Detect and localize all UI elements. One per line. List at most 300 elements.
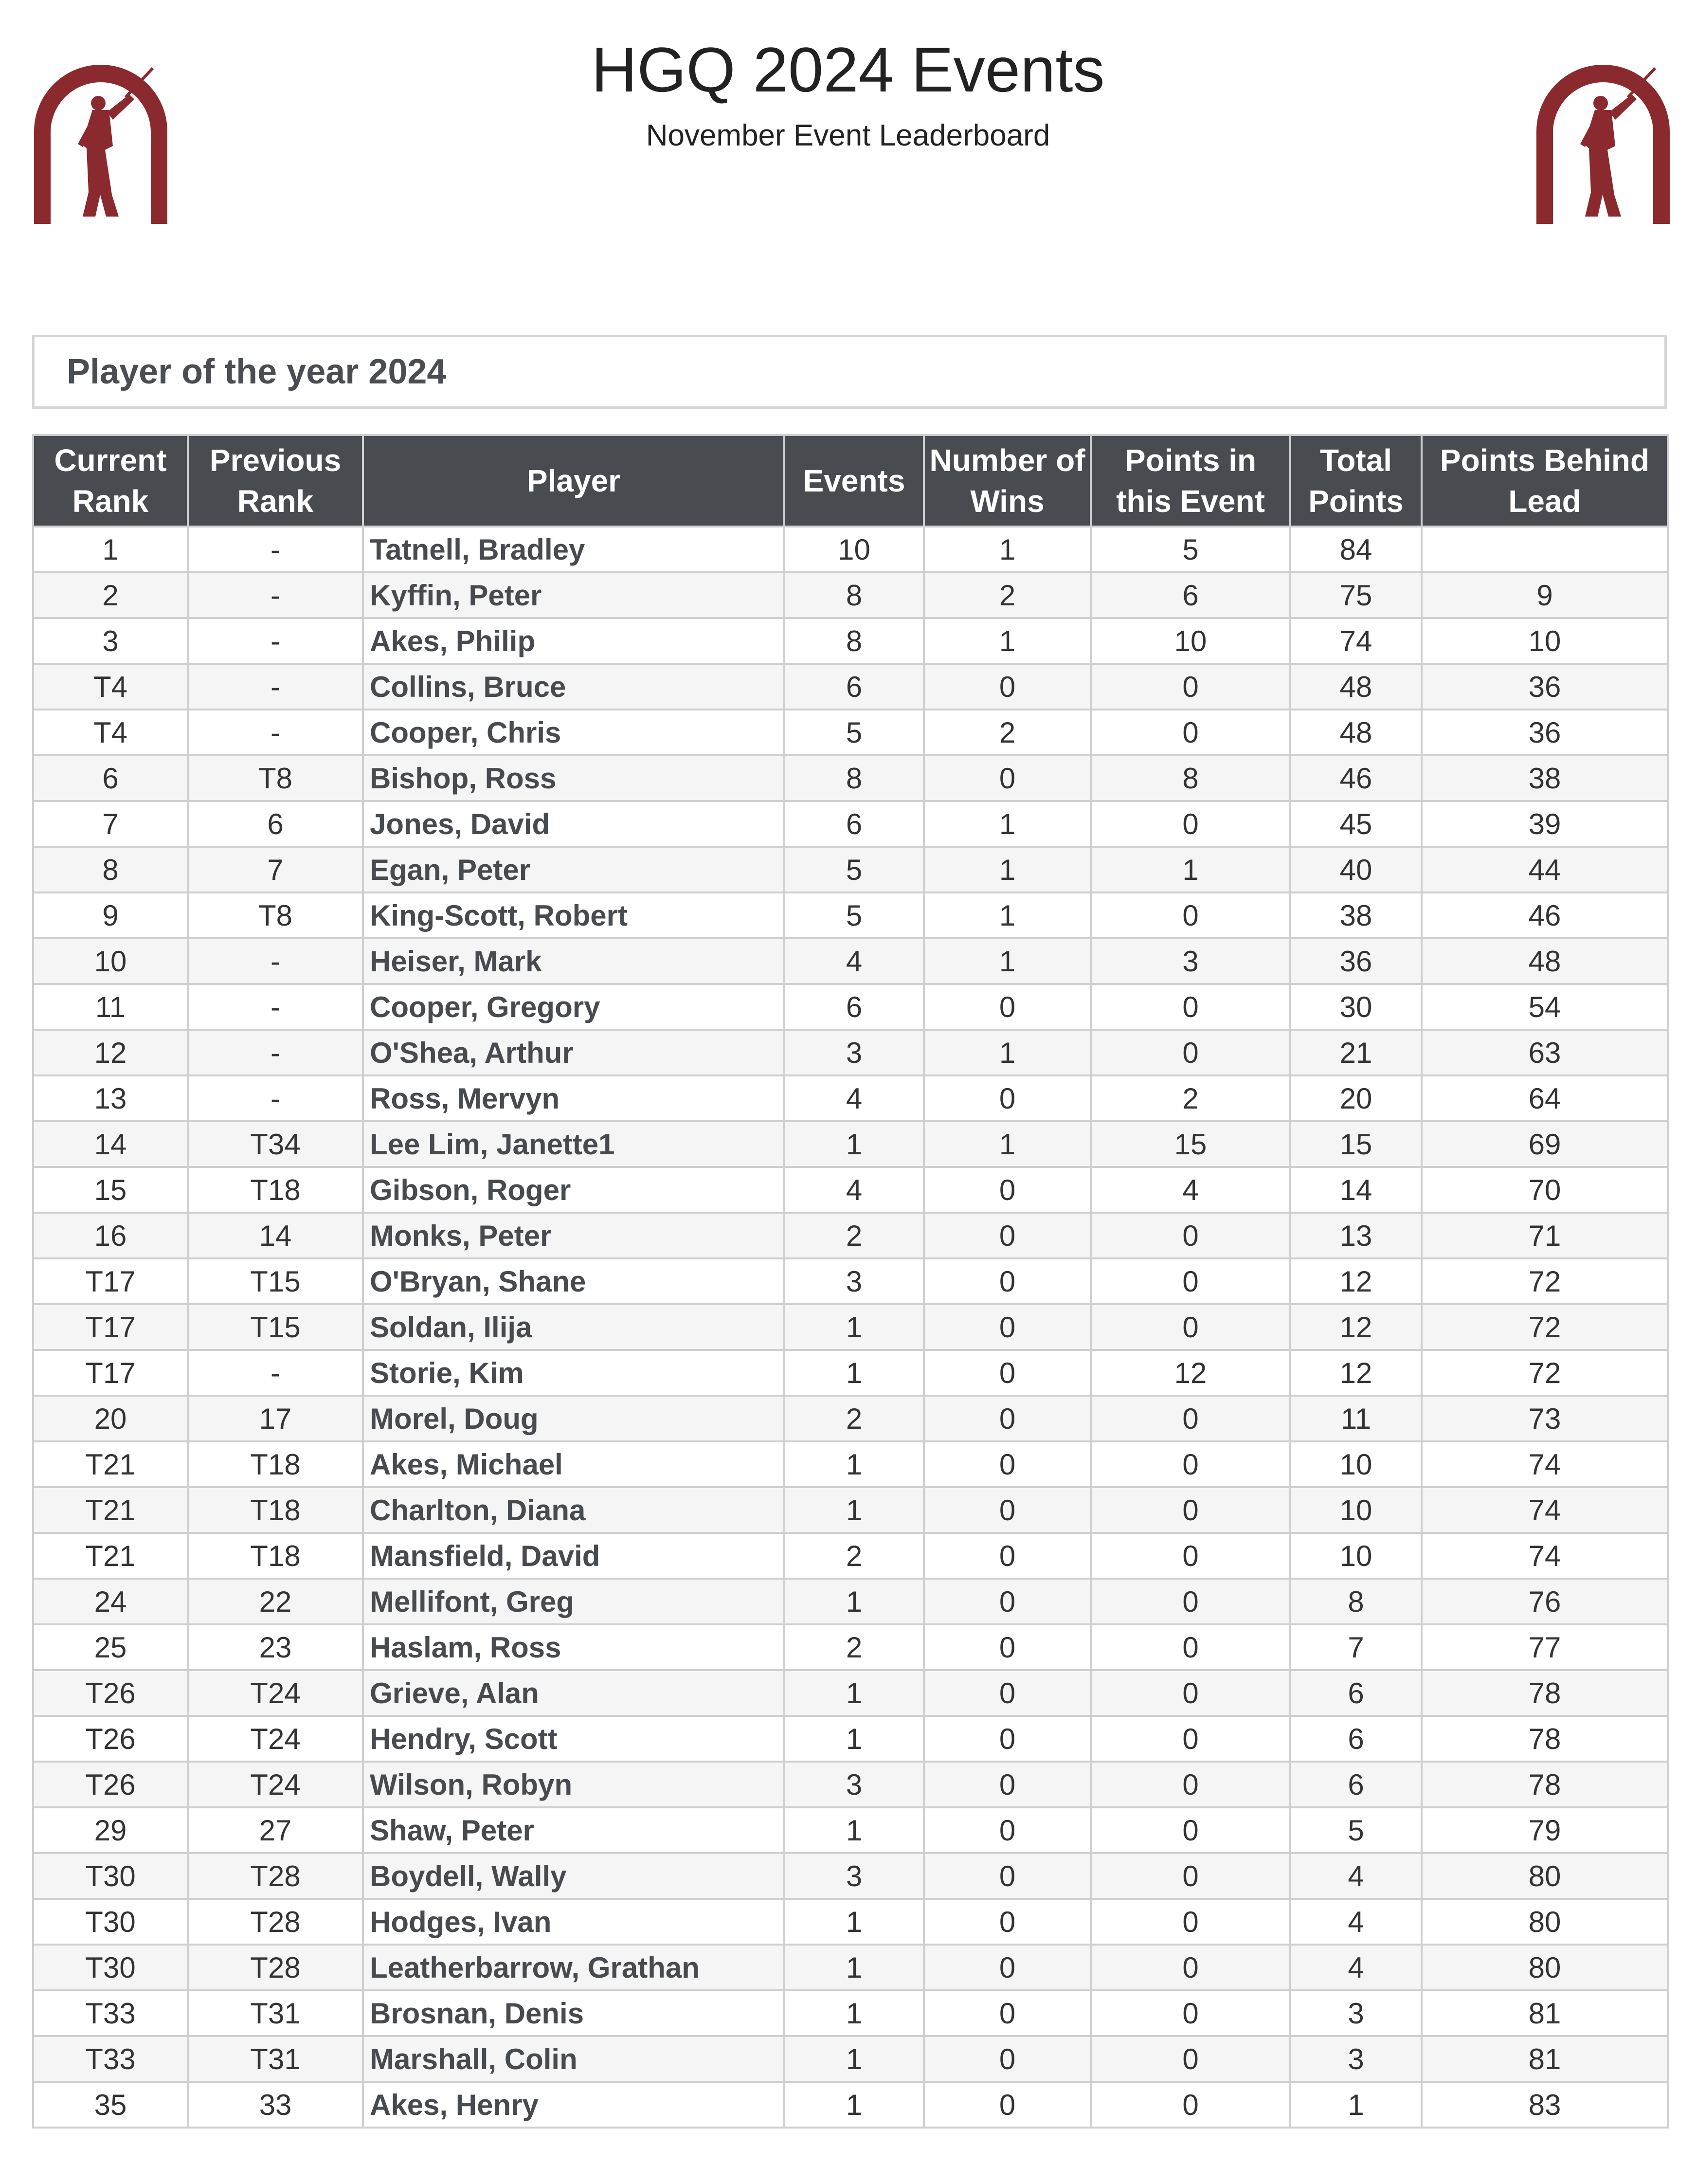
cell-points-behind-lead: 77 [1422, 1624, 1668, 1670]
table-row [33, 1670, 1668, 1716]
cell-events: 2 [784, 1624, 924, 1670]
table-row [33, 1396, 1668, 1441]
cell-previous-rank: 17 [188, 1396, 363, 1441]
cell-events: 6 [784, 801, 924, 847]
column-header-previous-rank: Previous Rank [188, 435, 363, 527]
cell-player: Leatherbarrow, Grathan [363, 1945, 784, 1990]
table-row [33, 1579, 1668, 1624]
cell-previous-rank: T18 [188, 1167, 363, 1213]
cell-current-rank: T4 [33, 710, 188, 755]
cell-current-rank: 3 [33, 618, 188, 664]
cell-points-behind-lead: 9 [1422, 572, 1668, 618]
cell-player: Akes, Philip [363, 618, 784, 664]
cell-current-rank: 35 [33, 2082, 188, 2128]
cell-current-rank: T26 [33, 1670, 188, 1716]
cell-total-points: 46 [1290, 755, 1422, 801]
cell-events: 5 [784, 892, 924, 938]
cell-previous-rank: T24 [188, 1670, 363, 1716]
cell-events: 10 [784, 527, 924, 572]
cell-events: 8 [784, 618, 924, 664]
cell-total-points: 13 [1290, 1213, 1422, 1258]
cell-points-in-event: 0 [1091, 1807, 1290, 1853]
cell-points-in-event: 0 [1091, 2036, 1290, 2082]
cell-total-points: 6 [1290, 1670, 1422, 1716]
table-row [33, 2082, 1668, 2128]
cell-previous-rank: - [188, 1350, 363, 1396]
cell-player: Heiser, Mark [363, 938, 784, 984]
cell-points-behind-lead: 81 [1422, 2036, 1668, 2082]
cell-player: Hendry, Scott [363, 1716, 784, 1762]
table-row [33, 847, 1668, 892]
cell-points-in-event: 0 [1091, 1579, 1290, 1624]
cell-total-points: 45 [1290, 801, 1422, 847]
cell-current-rank: 9 [33, 892, 188, 938]
cell-points-in-event: 0 [1091, 1533, 1290, 1579]
cell-previous-rank: T34 [188, 1121, 363, 1167]
cell-previous-rank: 6 [188, 801, 363, 847]
cell-number-of-wins: 1 [924, 1030, 1091, 1075]
cell-points-behind-lead: 80 [1422, 1853, 1668, 1899]
cell-total-points: 5 [1290, 1807, 1422, 1853]
column-header-player: Player [363, 435, 784, 527]
leaderboard-body [33, 527, 1668, 2128]
cell-previous-rank: - [188, 664, 363, 710]
cell-points-behind-lead: 79 [1422, 1807, 1668, 1853]
cell-number-of-wins: 0 [924, 1258, 1091, 1304]
cell-player: Boydell, Wally [363, 1853, 784, 1899]
column-header-number-of-wins: Number of Wins [924, 435, 1091, 527]
cell-points-behind-lead: 83 [1422, 2082, 1668, 2128]
cell-previous-rank: - [188, 938, 363, 984]
cell-current-rank: 11 [33, 984, 188, 1030]
cell-player: Wilson, Robyn [363, 1762, 784, 1807]
cell-current-rank: T30 [33, 1945, 188, 1990]
cell-events: 1 [784, 1304, 924, 1350]
cell-player: Soldan, Ilija [363, 1304, 784, 1350]
cell-player: Cooper, Gregory [363, 984, 784, 1030]
cell-total-points: 38 [1290, 892, 1422, 938]
cell-previous-rank: T31 [188, 1990, 363, 2036]
cell-points-in-event: 0 [1091, 1990, 1290, 2036]
cell-points-behind-lead: 36 [1422, 710, 1668, 755]
cell-current-rank: T21 [33, 1533, 188, 1579]
cell-events: 1 [784, 1441, 924, 1487]
cell-player: Collins, Bruce [363, 664, 784, 710]
cell-number-of-wins: 0 [924, 1945, 1091, 1990]
cell-points-in-event: 5 [1091, 527, 1290, 572]
cell-number-of-wins: 0 [924, 1441, 1091, 1487]
cell-player: Shaw, Peter [363, 1807, 784, 1853]
cell-player: Lee Lim, Janette1 [363, 1121, 784, 1167]
cell-points-behind-lead: 69 [1422, 1121, 1668, 1167]
table-row [33, 618, 1668, 664]
cell-current-rank: 29 [33, 1807, 188, 1853]
section-title: Player of the year 2024 [67, 352, 447, 391]
cell-points-in-event: 0 [1091, 984, 1290, 1030]
table-row [33, 1121, 1668, 1167]
cell-number-of-wins: 2 [924, 710, 1091, 755]
cell-events: 3 [784, 1762, 924, 1807]
cell-number-of-wins: 0 [924, 2082, 1091, 2128]
cell-events: 4 [784, 1167, 924, 1213]
page-title: HGQ 2024 Events [591, 34, 1105, 105]
cell-player: Brosnan, Denis [363, 1990, 784, 2036]
cell-events: 5 [784, 710, 924, 755]
table-row [33, 1075, 1668, 1121]
cell-events: 3 [784, 1030, 924, 1075]
table-row [33, 1304, 1668, 1350]
cell-current-rank: T17 [33, 1350, 188, 1396]
cell-total-points: 48 [1290, 664, 1422, 710]
cell-current-rank: 10 [33, 938, 188, 984]
cell-total-points: 3 [1290, 1990, 1422, 2036]
cell-events: 3 [784, 1853, 924, 1899]
cell-current-rank: T17 [33, 1304, 188, 1350]
cell-current-rank: T4 [33, 664, 188, 710]
cell-points-in-event: 0 [1091, 1716, 1290, 1762]
cell-points-in-event: 6 [1091, 572, 1290, 618]
cell-events: 1 [784, 1487, 924, 1533]
cell-player: Akes, Michael [363, 1441, 784, 1487]
table-row [33, 1716, 1668, 1762]
cell-previous-rank: 14 [188, 1213, 363, 1258]
cell-total-points: 84 [1290, 527, 1422, 572]
cell-number-of-wins: 0 [924, 1533, 1091, 1579]
cell-player: O'Shea, Arthur [363, 1030, 784, 1075]
cell-events: 2 [784, 1533, 924, 1579]
cell-total-points: 15 [1290, 1121, 1422, 1167]
cell-events: 1 [784, 1945, 924, 1990]
cell-points-behind-lead: 72 [1422, 1304, 1668, 1350]
cell-points-behind-lead: 78 [1422, 1762, 1668, 1807]
cell-points-in-event: 0 [1091, 664, 1290, 710]
cell-points-in-event: 0 [1091, 1945, 1290, 1990]
column-header-total-points: Total Points [1290, 435, 1422, 527]
cell-points-in-event: 3 [1091, 938, 1290, 984]
cell-points-in-event: 2 [1091, 1075, 1290, 1121]
cell-previous-rank: 33 [188, 2082, 363, 2128]
cell-number-of-wins: 0 [924, 1990, 1091, 2036]
cell-number-of-wins: 1 [924, 618, 1091, 664]
cell-number-of-wins: 1 [924, 1121, 1091, 1167]
cell-points-in-event: 0 [1091, 1304, 1290, 1350]
cell-number-of-wins: 1 [924, 801, 1091, 847]
cell-total-points: 4 [1290, 1853, 1422, 1899]
cell-current-rank: T33 [33, 1990, 188, 2036]
cell-events: 5 [784, 847, 924, 892]
cell-number-of-wins: 0 [924, 1075, 1091, 1121]
cell-events: 6 [784, 984, 924, 1030]
cell-current-rank: 2 [33, 572, 188, 618]
cell-current-rank: T33 [33, 2036, 188, 2082]
cell-number-of-wins: 0 [924, 2036, 1091, 2082]
cell-points-in-event: 0 [1091, 1213, 1290, 1258]
cell-points-in-event: 0 [1091, 1670, 1290, 1716]
cell-points-behind-lead: 81 [1422, 1990, 1668, 2036]
cell-previous-rank: 7 [188, 847, 363, 892]
cell-current-rank: 20 [33, 1396, 188, 1441]
cell-player: Ross, Mervyn [363, 1075, 784, 1121]
cell-current-rank: T30 [33, 1899, 188, 1945]
cell-player: Akes, Henry [363, 2082, 784, 2128]
cell-points-behind-lead: 73 [1422, 1396, 1668, 1441]
table-row [33, 1441, 1668, 1487]
cell-points-behind-lead: 72 [1422, 1350, 1668, 1396]
table-row [33, 1258, 1668, 1304]
cell-number-of-wins: 0 [924, 1762, 1091, 1807]
cell-points-in-event: 0 [1091, 801, 1290, 847]
cell-previous-rank: T15 [188, 1258, 363, 1304]
table-row [33, 572, 1668, 618]
cell-points-behind-lead: 80 [1422, 1945, 1668, 1990]
cell-number-of-wins: 1 [924, 938, 1091, 984]
cell-number-of-wins: 0 [924, 1899, 1091, 1945]
cell-points-behind-lead: 10 [1422, 618, 1668, 664]
cell-events: 8 [784, 572, 924, 618]
table-row [33, 755, 1668, 801]
cell-current-rank: 6 [33, 755, 188, 801]
cell-number-of-wins: 0 [924, 1807, 1091, 1853]
cell-total-points: 6 [1290, 1716, 1422, 1762]
cell-points-behind-lead: 80 [1422, 1899, 1668, 1945]
cell-current-rank: 12 [33, 1030, 188, 1075]
cell-events: 4 [784, 1075, 924, 1121]
cell-points-behind-lead [1422, 527, 1668, 572]
cell-points-in-event: 0 [1091, 1487, 1290, 1533]
cell-previous-rank: T28 [188, 1899, 363, 1945]
cell-player: Gibson, Roger [363, 1167, 784, 1213]
cell-events: 1 [784, 1579, 924, 1624]
cell-player: Cooper, Chris [363, 710, 784, 755]
cell-number-of-wins: 1 [924, 847, 1091, 892]
cell-points-in-event: 0 [1091, 1396, 1290, 1441]
cell-number-of-wins: 0 [924, 1350, 1091, 1396]
cell-total-points: 12 [1290, 1304, 1422, 1350]
cell-player: Charlton, Diana [363, 1487, 784, 1533]
table-row [33, 1030, 1668, 1075]
cell-events: 1 [784, 1121, 924, 1167]
column-header-points-behind-lead: Points Behind Lead [1422, 435, 1668, 527]
cell-number-of-wins: 0 [924, 984, 1091, 1030]
table-row [33, 1533, 1668, 1579]
table-row [33, 1899, 1668, 1945]
cell-points-behind-lead: 70 [1422, 1167, 1668, 1213]
table-row [33, 1945, 1668, 1990]
cell-events: 3 [784, 1258, 924, 1304]
cell-points-in-event: 0 [1091, 2082, 1290, 2128]
cell-number-of-wins: 1 [924, 527, 1091, 572]
cell-number-of-wins: 0 [924, 1213, 1091, 1258]
cell-number-of-wins: 0 [924, 1670, 1091, 1716]
cell-points-in-event: 10 [1091, 618, 1290, 664]
cell-current-rank: 14 [33, 1121, 188, 1167]
cell-number-of-wins: 0 [924, 1624, 1091, 1670]
cell-number-of-wins: 0 [924, 1487, 1091, 1533]
cell-points-behind-lead: 38 [1422, 755, 1668, 801]
cell-total-points: 4 [1290, 1945, 1422, 1990]
cell-current-rank: T26 [33, 1762, 188, 1807]
cell-current-rank: 8 [33, 847, 188, 892]
cell-points-behind-lead: 78 [1422, 1670, 1668, 1716]
cell-points-in-event: 4 [1091, 1167, 1290, 1213]
cell-player: Mansfield, David [363, 1533, 784, 1579]
cell-points-in-event: 0 [1091, 710, 1290, 755]
cell-current-rank: 16 [33, 1213, 188, 1258]
cell-points-in-event: 15 [1091, 1121, 1290, 1167]
cell-events: 1 [784, 1716, 924, 1762]
cell-current-rank: T30 [33, 1853, 188, 1899]
cell-total-points: 10 [1290, 1441, 1422, 1487]
column-header-events: Events [784, 435, 924, 527]
cell-previous-rank: T8 [188, 892, 363, 938]
cell-total-points: 48 [1290, 710, 1422, 755]
cell-total-points: 11 [1290, 1396, 1422, 1441]
cell-previous-rank: T18 [188, 1533, 363, 1579]
table-row [33, 938, 1668, 984]
cell-number-of-wins: 0 [924, 755, 1091, 801]
cell-points-in-event: 0 [1091, 1258, 1290, 1304]
cell-points-behind-lead: 64 [1422, 1075, 1668, 1121]
cell-previous-rank: - [188, 618, 363, 664]
cell-number-of-wins: 0 [924, 664, 1091, 710]
cell-player: Storie, Kim [363, 1350, 784, 1396]
table-row [33, 1350, 1668, 1396]
cell-player: Hodges, Ivan [363, 1899, 784, 1945]
cell-previous-rank: - [188, 527, 363, 572]
cell-previous-rank: 23 [188, 1624, 363, 1670]
cell-points-in-event: 0 [1091, 892, 1290, 938]
cell-points-behind-lead: 74 [1422, 1487, 1668, 1533]
cell-events: 2 [784, 1396, 924, 1441]
cell-previous-rank: T28 [188, 1945, 363, 1990]
cell-points-behind-lead: 36 [1422, 664, 1668, 710]
table-row [33, 664, 1668, 710]
cell-number-of-wins: 0 [924, 1579, 1091, 1624]
cell-player: Monks, Peter [363, 1213, 784, 1258]
cell-total-points: 1 [1290, 2082, 1422, 2128]
cell-player: Kyffin, Peter [363, 572, 784, 618]
cell-points-behind-lead: 71 [1422, 1213, 1668, 1258]
cell-previous-rank: T18 [188, 1441, 363, 1487]
leaderboard-table [32, 434, 1669, 2129]
cell-previous-rank: - [188, 710, 363, 755]
cell-player: Egan, Peter [363, 847, 784, 892]
table-row [33, 892, 1668, 938]
column-header-current-rank: Current Rank [33, 435, 188, 527]
cell-total-points: 12 [1290, 1350, 1422, 1396]
cell-total-points: 30 [1290, 984, 1422, 1030]
cell-points-behind-lead: 63 [1422, 1030, 1668, 1075]
table-row [33, 1624, 1668, 1670]
table-row [33, 710, 1668, 755]
cell-total-points: 8 [1290, 1579, 1422, 1624]
table-row [33, 984, 1668, 1030]
cell-total-points: 20 [1290, 1075, 1422, 1121]
table-row [33, 1853, 1668, 1899]
cell-current-rank: T21 [33, 1441, 188, 1487]
cell-points-behind-lead: 72 [1422, 1258, 1668, 1304]
cell-events: 2 [784, 1213, 924, 1258]
cell-player: Bishop, Ross [363, 755, 784, 801]
cell-events: 1 [784, 2036, 924, 2082]
cell-events: 1 [784, 1670, 924, 1716]
cell-player: O'Bryan, Shane [363, 1258, 784, 1304]
cell-total-points: 21 [1290, 1030, 1422, 1075]
page-subtitle: November Event Leaderboard [646, 119, 1050, 152]
cell-total-points: 74 [1290, 618, 1422, 664]
table-header-row [33, 435, 1668, 527]
cell-current-rank: 1 [33, 527, 188, 572]
cell-previous-rank: T28 [188, 1853, 363, 1899]
cell-events: 1 [784, 2082, 924, 2128]
table-row [33, 2036, 1668, 2082]
cell-previous-rank: T18 [188, 1487, 363, 1533]
cell-previous-rank: 22 [188, 1579, 363, 1624]
cell-points-behind-lead: 78 [1422, 1716, 1668, 1762]
cell-total-points: 12 [1290, 1258, 1422, 1304]
cell-points-behind-lead: 44 [1422, 847, 1668, 892]
cell-previous-rank: T24 [188, 1762, 363, 1807]
cell-number-of-wins: 0 [924, 1167, 1091, 1213]
column-header-points-in-event: Points in this Event [1091, 435, 1290, 527]
cell-events: 6 [784, 664, 924, 710]
table-row [33, 527, 1668, 572]
cell-current-rank: 24 [33, 1579, 188, 1624]
cell-previous-rank: - [188, 984, 363, 1030]
cell-player: Mellifont, Greg [363, 1579, 784, 1624]
table-row [33, 1167, 1668, 1213]
cell-events: 1 [784, 1899, 924, 1945]
cell-previous-rank: - [188, 1030, 363, 1075]
cell-points-in-event: 0 [1091, 1624, 1290, 1670]
cell-current-rank: T17 [33, 1258, 188, 1304]
cell-points-behind-lead: 48 [1422, 938, 1668, 984]
cell-points-behind-lead: 74 [1422, 1533, 1668, 1579]
cell-number-of-wins: 2 [924, 572, 1091, 618]
cell-points-behind-lead: 39 [1422, 801, 1668, 847]
cell-points-in-event: 0 [1091, 1441, 1290, 1487]
cell-number-of-wins: 0 [924, 1853, 1091, 1899]
cell-events: 8 [784, 755, 924, 801]
cell-points-in-event: 0 [1091, 1899, 1290, 1945]
cell-points-in-event: 8 [1091, 755, 1290, 801]
cell-points-in-event: 1 [1091, 847, 1290, 892]
table-row [33, 801, 1668, 847]
cell-events: 1 [784, 1990, 924, 2036]
cell-player: Marshall, Colin [363, 2036, 784, 2082]
cell-number-of-wins: 0 [924, 1716, 1091, 1762]
cell-points-in-event: 0 [1091, 1030, 1290, 1075]
cell-total-points: 10 [1290, 1533, 1422, 1579]
cell-previous-rank: - [188, 1075, 363, 1121]
cell-total-points: 36 [1290, 938, 1422, 984]
cell-number-of-wins: 0 [924, 1304, 1091, 1350]
cell-player: Tatnell, Bradley [363, 527, 784, 572]
table-row [33, 1762, 1668, 1807]
cell-current-rank: 25 [33, 1624, 188, 1670]
cell-player: King-Scott, Robert [363, 892, 784, 938]
cell-current-rank: T26 [33, 1716, 188, 1762]
cell-player: Grieve, Alan [363, 1670, 784, 1716]
cell-points-behind-lead: 46 [1422, 892, 1668, 938]
table-row [33, 1487, 1668, 1533]
table-row [33, 1990, 1668, 2036]
cell-current-rank: 13 [33, 1075, 188, 1121]
cell-events: 1 [784, 1807, 924, 1853]
cell-points-behind-lead: 54 [1422, 984, 1668, 1030]
cell-events: 4 [784, 938, 924, 984]
cell-number-of-wins: 1 [924, 892, 1091, 938]
